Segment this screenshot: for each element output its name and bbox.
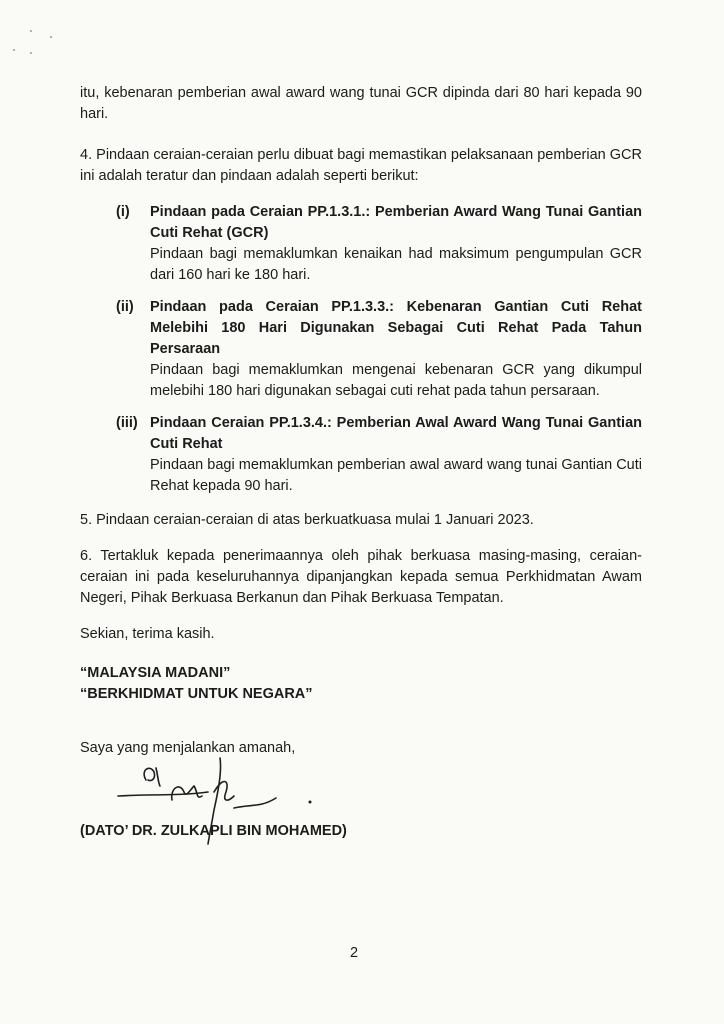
amendment-item-1 — [116, 202, 642, 286]
paragraph-6: 6. Tertakluk kepada penerimaannya oleh pihak berkuasa masing-masing, ceraian-ceraian ini pada keseluruhannya dipanjangkan kepada semua Perkhidmatan Awam Negeri, Pihak Berkuasa Berkanun dan Pihak Berkuasa Tempatan. — [80, 548, 642, 606]
amendment-description: Pindaan bagi memaklumkan pemberian awal award wang tunai Gantian Cuti Rehat kepada 90 hari. — [150, 457, 642, 494]
closing-line: Sekian, terima kasih. — [80, 626, 215, 642]
page-number: 2 — [350, 945, 359, 961]
paragraph-4: 4. Pindaan ceraian-ceraian perlu dibuat bagi memastikan pelaksanaan pemberian GCR ini adalah teratur dan pindaan adalah seperti berikut: — [80, 147, 642, 184]
amendment-title: Pindaan Ceraian PP.1.3.4.: Pemberian Awal Award Wang Tunai Gantian Cuti Rehat — [150, 415, 642, 452]
amendment-description: Pindaan bagi memaklumkan mengenai kebenaran GCR yang dikumpul melebihi 180 hari digunakan sebagai cuti rehat pada tahun persaraan. — [150, 362, 642, 399]
amendment-title: Pindaan pada Ceraian PP.1.3.3.: Kebenaran Gantian Cuti Rehat Melebihi 180 Hari Digunakan Sebagai Cuti Rehat Pada Tahun Persaraan — [150, 299, 642, 357]
paragraph-5: 5. Pindaan ceraian-ceraian di atas berkuatkuasa mulai 1 Januari 2023. — [80, 512, 534, 528]
scan-speck — [30, 52, 32, 54]
signature-intro: Saya yang menjalankan amanah, — [80, 740, 296, 756]
slogan-malaysia-madani: “MALAYSIA MADANI” — [80, 665, 231, 681]
amendment-item-3 — [116, 413, 642, 497]
scan-speck — [30, 30, 32, 32]
amendment-number: (iii) — [116, 415, 138, 431]
amendment-number: (ii) — [116, 299, 134, 315]
slogan-berkhidmat: “BERKHIDMAT UNTUK NEGARA” — [80, 686, 313, 702]
signatory-name: (DATO’ DR. ZULKAPLI BIN MOHAMED) — [80, 823, 347, 839]
amendment-description: Pindaan bagi memaklumkan kenaikan had maksimum pengumpulan GCR dari 160 hari ke 180 hari. — [150, 246, 642, 283]
amendment-title: Pindaan pada Ceraian PP.1.3.1.: Pemberian Award Wang Tunai Gantian Cuti Rehat (GCR) — [150, 204, 642, 241]
scan-speck — [13, 49, 15, 51]
amendment-number: (i) — [116, 204, 130, 220]
scan-speck — [50, 36, 52, 38]
amendment-item-2 — [116, 297, 642, 402]
continuation-paragraph: itu, kebenaran pemberian awal award wang tunai GCR dipinda dari 80 hari kepada 90 hari. — [80, 85, 642, 122]
